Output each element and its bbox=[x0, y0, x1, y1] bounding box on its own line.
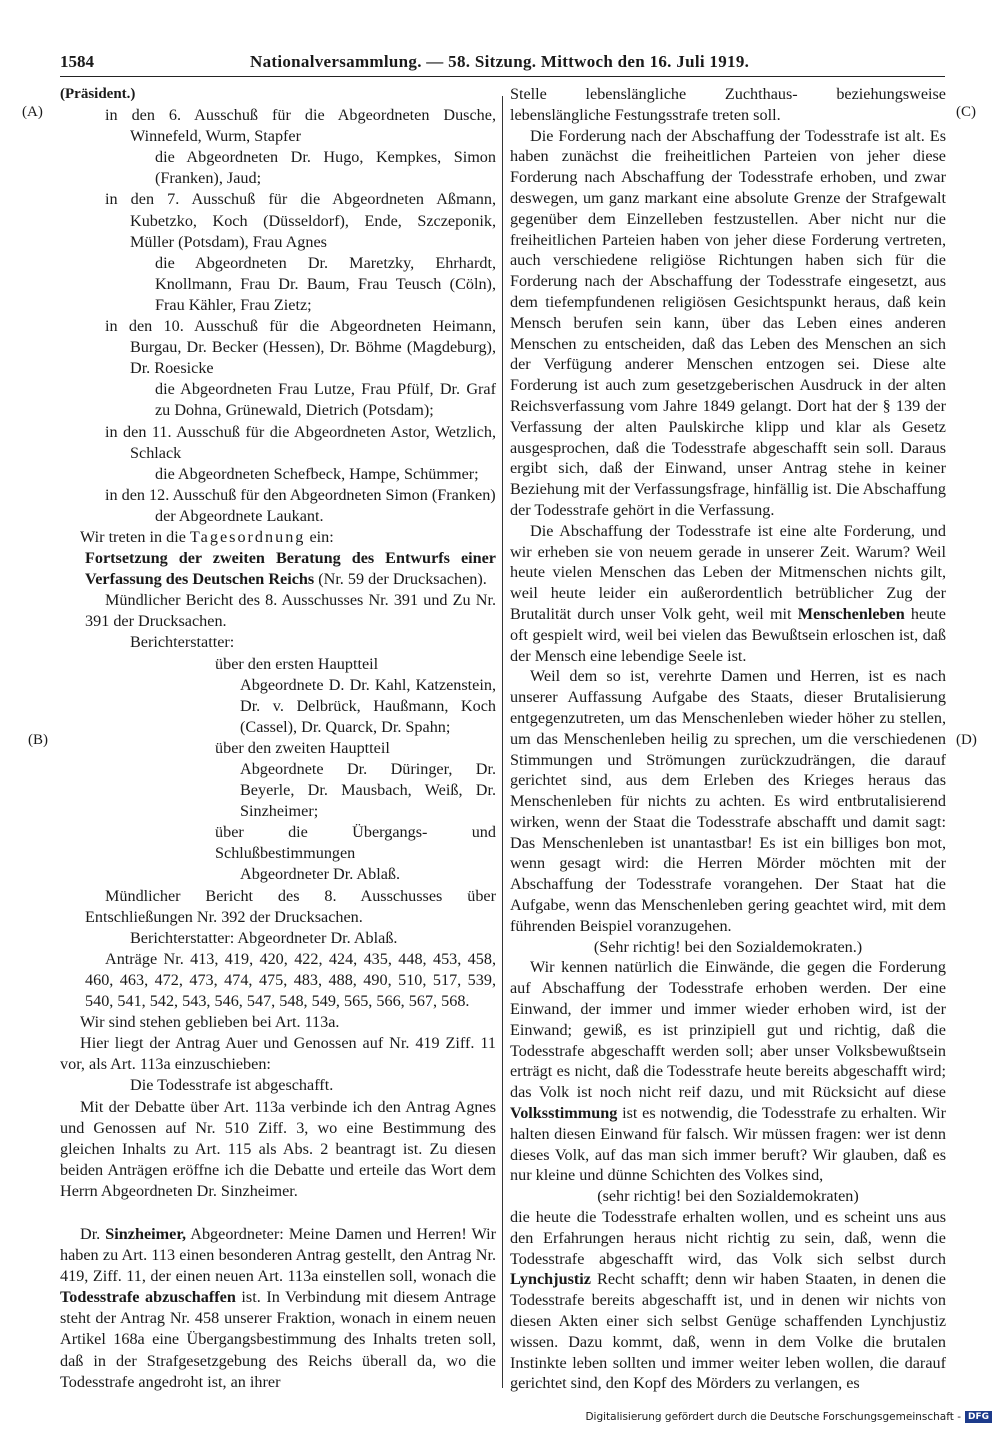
text-block-sub2 bbox=[215, 822, 496, 864]
column-divider bbox=[502, 96, 503, 1388]
text-run: Weil dem so ist, verehrte Damen und Herren, ist es nach unserer Auffassung Aufgabe des Staats, dieser Brutalisierung entgegenzutreten, um das Menschenleben wieder höher zu stellen, um das Menschenleben heilig zu sprechen, um die verschiedenen Stimmungen und Strömungen zurückzudrängen, die darauf gerichtet sind, aus dem Erleben des Krieges heraus das Menschenleben für nichts zu achten. Es wird entbrutalisierend wirken, wenn der Staat die Todesstrafe abschafft und damit sagt: Das Menschenleben ist unantastbar! Es ist ein billiges bon mot, wenn gesagt wird: die Herren Mörder möchten mit der Abschaffung der Todesstrafe vorangehen. Der Staat hat die Aufgabe, wenn das Menschenleben gering geachtet wird, mit dem führenden Beispiel voranzugehen. bbox=[510, 667, 946, 935]
text-run: in den 11. Ausschuß für die Abgeordneten Astor, Wetzlich, Schlack bbox=[105, 422, 496, 462]
text-block-sub2 bbox=[215, 738, 496, 759]
text-run: in den 10. Ausschuß für die Abgeordneten Heimann, Burgau, Dr. Becker (Hessen), Dr. Böhme (Magdeburg), Dr. Roesicke bbox=[105, 317, 496, 378]
emphasis-text: Sinzheimer, bbox=[105, 1224, 187, 1243]
text-block-item bbox=[105, 189, 496, 252]
text-run: der Abgeordnete Laukant. bbox=[155, 506, 324, 525]
text-run: Wir kennen natürlich die Einwände, die gegen die Forderung auf Abschaffung der Todesstrafe erhoben werden. Der eine Einwand, der immer und immer wieder erhoben wird, ist der Einwand; gewiß, es ist prinzipiell gut und richtig, daß die Todesstrafe abgeschafft werden soll; aber unser Volksbewußtsein erträgt es nicht, daß die Todesstrafe heute bereits abgeschafft wird; das Volk ist noch nicht reif dazu, und mit Rücksicht auf diese bbox=[510, 958, 946, 1102]
text-run: in den 6. Ausschuß für die Abgeordneten Dusche, Winnefeld, Wurm, Stapfer bbox=[105, 106, 496, 146]
running-title: Nationalversammlung. — 58. Sitzung. Mittwoch den 16. Juli 1919. bbox=[250, 52, 750, 71]
text-block-para bbox=[60, 1097, 496, 1202]
text-block-heading-body bbox=[85, 590, 496, 632]
margin-mark-a: (A) bbox=[22, 104, 43, 120]
emphasis-text: Fortsetzung der zweiten Beratung des Entwurfs einer Verfassung des Deutschen Reichs bbox=[85, 549, 496, 589]
text-block-sub bbox=[155, 506, 496, 527]
text-block-sub bbox=[155, 147, 496, 189]
text-run: Berichterstatter: bbox=[130, 633, 235, 652]
text-run: die Abgeordneten Dr. Hugo, Kempkes, Simon (Franken), Jaud; bbox=[155, 148, 496, 188]
text-block-item bbox=[105, 316, 496, 379]
margin-mark-c: (C) bbox=[956, 104, 976, 120]
text-block-para bbox=[60, 527, 496, 548]
text-block-sub2 bbox=[215, 654, 496, 675]
text-block-sub1 bbox=[130, 928, 496, 949]
text-run: ist. In Verbindung mit diesem Antrage steht der Antrag Nr. 458 unserer Fraktion, wonach in einem neuen Artikel 168a eine Übergangsbestimmung des Inhalts treten soll, daß in der Strafgesetzgebung des Reichs überall da, wo die Todesstrafe angedroht ist, an ihrer bbox=[60, 1288, 496, 1391]
text-block-centered bbox=[510, 1186, 946, 1207]
left-column bbox=[60, 84, 496, 1393]
text-run: Die Abschaffung der Todesstrafe ist eine alte Forderung, und wir erheben sie von neuem gerade in unserer Zeit. Warum? Weil heute vielen Menschen das Leben der Mitmenschen nichts gilt, weil heute leider ein außerordentlich betrüblicher Zug der Brutalität durch unser Volk geht, weil mit bbox=[510, 521, 946, 623]
text-block-item bbox=[105, 422, 496, 464]
text-run: Dr. bbox=[80, 1224, 106, 1243]
text-block-sub3 bbox=[240, 759, 496, 822]
text-run: Hier liegt der Antrag Auer und Genossen auf Nr. 419 Ziff. 11 vor, als Art. 113a einzuschieben: bbox=[60, 1034, 496, 1074]
footer-text: Digitalisierung gefördert durch die Deutsche Forschungsgemeinschaft - bbox=[585, 1411, 961, 1423]
text-run: über den zweiten Hauptteil bbox=[215, 738, 390, 757]
text-run: Anträge Nr. 413, 419, 420, 422, 424, 435, 448, 453, 458, 460, 463, 472, 473, 474, 475, 483, 488, 490, 510, 517, 539, 540, 541, 542, 543, 546, 547, 548, 549, 565, 566, 567, 568. bbox=[85, 949, 496, 1011]
text-block-para bbox=[60, 1033, 496, 1075]
text-block-noindent bbox=[510, 1207, 946, 1394]
text-block-sub bbox=[155, 464, 496, 485]
text-run: Mündlicher Bericht des 8. Ausschusses über Entschließungen Nr. 392 der Drucksachen. bbox=[85, 886, 496, 926]
margin-mark-b: (B) bbox=[28, 732, 48, 748]
text-run: Die Forderung nach der Abschaffung der Todesstrafe ist alt. Es haben zunächst die freiheitlichen Parteien von jeher diese Forderung nach Abschaffung der Todesstrafe erhoben, und zwar deswegen, um ganz markant eine absolute Grenze der Strafgewalt gegenüber dem Einzelleben festzustellen. Aber nicht nur die freiheitlichen Parteien haben von jeher diese Forderung vertreten, auch verschiedene religiöse Richtungen haben sich für die Forderung nach der Abschaffung der Todesstrafe eingesetzt, aus dem tiefempfundenen religiösen Gesichtspunkt heraus, daß kein Mensch berufen sein kann, über das Leben eines anderen Menschen zu entscheiden, daß das Leben des Menschen an sich der Verfügung anderer Menschen entzogen sei. Diese alte Forderung ist auch zum gesetzgeberischen Ausdruck in der alten Reichsverfassung vom Jahre 1849 gelangt. Dort hat der § 139 der Verfassung der alten Paulskirche klipp und klar als Gesetz ausgesprochen, daß die Todesstrafe abgeschafft sein soll. Daraus ergibt sich, daß der Einwand, unser Antrag stehe in keiner Beziehung mit der Verfassungsfrage, hinfällig ist. Die Abschaffung der Todesstrafe gehört in die Verfassung. bbox=[510, 126, 946, 519]
text-block-sub1 bbox=[130, 632, 496, 653]
text-run: (Nr. 59 der Drucksachen). bbox=[314, 570, 487, 589]
text-run: die Abgeordneten Frau Lutze, Frau Pfülf, Dr. Graf zu Dohna, Grünewald, Dietrich (Potsdam); bbox=[155, 380, 496, 420]
text-block-para bbox=[60, 1012, 496, 1033]
text-block-para bbox=[510, 521, 946, 667]
text-block-para bbox=[510, 126, 946, 521]
text-run: Recht schafft; denn wir haben Staaten, in denen die Todesstrafe bereits abgeschafft ist, und in denen wir nichts von diesen Akten einer sich selbst Genüge schaffenden Lynchjustiz wissen. Dazu kommt, daß, wenn in dem Volke die brutalen Instinkte leben sollten und immer weiter leben wollen, die darauf gerichtet sind, den Kopf des Mörders zu verlangen, es bbox=[510, 1270, 946, 1393]
spacer bbox=[60, 1202, 496, 1224]
text-run: die heute die Todesstrafe erhalten wollen, und es scheint uns aus den Erfahrungen heraus nicht richtig zu sein, daß, wenn die Todesstrafe abgeschafft wird, das Volk sich selbst durch bbox=[510, 1208, 946, 1268]
text-run: die Abgeordneten Schefbeck, Hampe, Schümmer; bbox=[155, 464, 479, 483]
text-run: (Sehr richtig! bei den Sozialdemokraten.) bbox=[593, 937, 863, 956]
text-run: heute oft gespielt wird, weil bei vielen das Bewußtsein erloschen ist, daß der Mensch eine lebendige Seele ist. bbox=[510, 604, 946, 665]
text-block-heading-body bbox=[85, 886, 496, 928]
margin-mark-d: (D) bbox=[956, 732, 977, 748]
text-block-para bbox=[510, 957, 946, 1186]
text-run: in den 7. Ausschuß für die Abgeordneten Aßmann, Kubetzko, Koch (Düsseldorf), Ende, Szczeponik, Müller (Potsdam), Frau Agnes bbox=[105, 190, 496, 251]
text-run: in den 12. Ausschuß für den Abgeordneten Simon (Franken) bbox=[105, 485, 496, 504]
text-run: Abgeordneter Dr. Ablaß. bbox=[240, 865, 401, 884]
text-run: Wir sind stehen geblieben bei Art. 113a. bbox=[80, 1013, 340, 1032]
text-run: Abgeordnete D. Dr. Kahl, Katzenstein, Dr. v. Delbrück, Haußmann, Koch (Cassel), Dr. Quarck, Dr. Spahn; bbox=[240, 675, 496, 736]
text-block-sub3 bbox=[240, 675, 496, 738]
emphasis-text: Menschenleben bbox=[797, 604, 905, 623]
text-run: ein: bbox=[305, 527, 334, 546]
text-block-item bbox=[105, 485, 496, 506]
text-run: Berichterstatter: Abgeordneter Dr. Ablaß. bbox=[130, 928, 398, 947]
emphasis-text: Todesstrafe abzuschaffen bbox=[60, 1288, 236, 1307]
text-run: über den ersten Hauptteil bbox=[215, 654, 379, 673]
emphasis-text: Volksstimmung bbox=[510, 1104, 618, 1123]
text-block-para bbox=[60, 1224, 496, 1393]
text-block-noindent bbox=[510, 84, 946, 126]
text-block-centered bbox=[510, 937, 946, 958]
text-run: Die Todesstrafe ist abgeschafft. bbox=[130, 1076, 334, 1095]
right-column bbox=[510, 84, 946, 1394]
text-run: Abgeordneter: Meine Damen und Herren! Wir haben zu Art. 113 einen besonderen Antrag gestellt, den Antrag Nr. 419, Ziff. 11, der einen neuen Art. 113a einstellen soll, wonach die bbox=[60, 1224, 496, 1286]
text-run: ist es notwendig, die Todesstrafe zu erhalten. Wir halten diesen Einwand für falsch. Wir müssen fragen: wer ist denn dieses Volk, auf das man sich immer beruft? Wir glauben, daß es nur kleine und dünne Schichten des Volkes sind, bbox=[510, 1104, 946, 1185]
footer bbox=[585, 1411, 992, 1423]
emphasis-text: Lynchjustiz bbox=[510, 1270, 591, 1289]
text-run: (Präsident.) bbox=[60, 86, 136, 102]
text-block-sub bbox=[155, 253, 496, 316]
text-block-heading-body bbox=[85, 949, 496, 1012]
text-block-para bbox=[510, 666, 946, 936]
text-block-heading bbox=[60, 548, 496, 590]
text-run: Tagesordnung bbox=[189, 527, 306, 546]
text-run: Abgeordnete Dr. Düringer, Dr. Beyerle, Dr. Mausbach, Weiß, Dr. Sinzheimer; bbox=[240, 760, 496, 821]
text-run: Stelle lebenslängliche Zuchthaus- beziehungsweise lebenslängliche Festungsstrafe treten soll. bbox=[510, 85, 946, 124]
text-run: Mündlicher Bericht des 8. Ausschusses Nr. 391 und Zu Nr. 391 der Drucksachen. bbox=[85, 591, 496, 631]
text-block-sub3 bbox=[240, 864, 496, 885]
text-run: Mit der Debatte über Art. 113a verbinde ich den Antrag Agnes und Genossen auf Nr. 510 Ziff. 3, wo eine Bestimmung des gleichen Inhalts zu Art. 115 als Abs. 2 beantragt ist. Zu diesen beiden Anträgen eröffne ich die Debatte und erteile das Wort dem Herrn Abgeordneten Dr. Sinzheimer. bbox=[60, 1097, 496, 1200]
text-run: die Abgeordneten Dr. Maretzky, Ehrhardt, Knollmann, Frau Dr. Baum, Frau Teusch (Cöln), Frau Kähler, Frau Zietz; bbox=[155, 253, 496, 314]
text-run: über die Übergangs- und Schlußbestimmungen bbox=[215, 823, 496, 863]
dfg-logo: DFG bbox=[965, 1411, 992, 1423]
text-run: (sehr richtig! bei den Sozialdemokraten) bbox=[597, 1187, 859, 1206]
text-run: Wir treten in die bbox=[80, 527, 190, 546]
running-header bbox=[60, 50, 945, 77]
text-block-sub bbox=[155, 379, 496, 421]
text-block-speaker bbox=[60, 84, 496, 105]
text-block-item bbox=[105, 105, 496, 147]
text-block-sub-quote bbox=[130, 1075, 496, 1096]
page-number: 1584 bbox=[60, 52, 94, 71]
